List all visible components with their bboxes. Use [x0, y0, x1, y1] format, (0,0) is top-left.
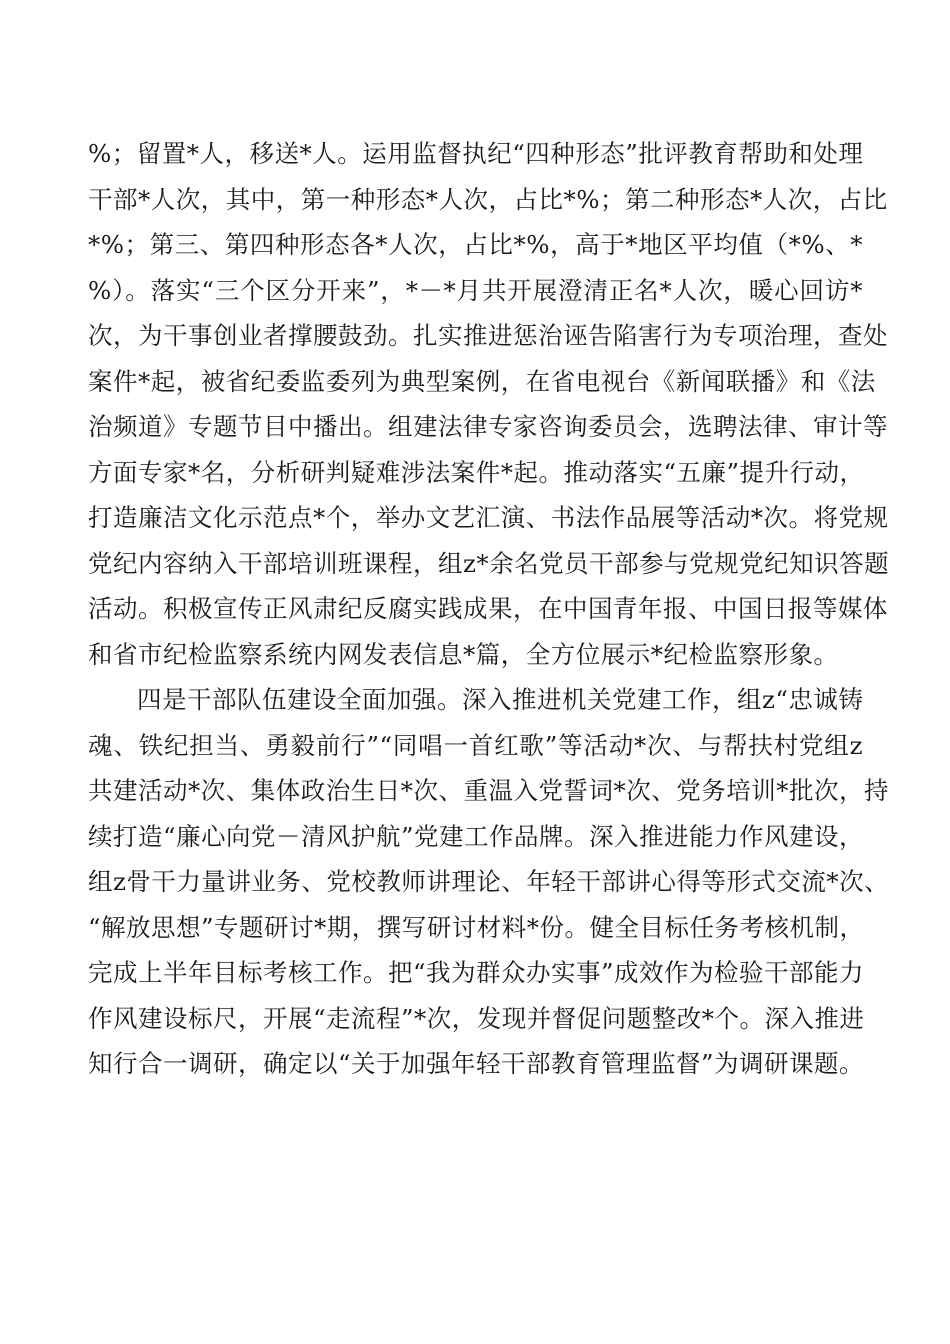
- text-line: *%；第三、第四种形态各*人次，占比*%，高于*地区平均值（*%、*: [88, 230, 863, 259]
- text-line: 打造廉洁文化示范点*个，举办文艺汇演、书法作品展等活动*次。将党规: [88, 503, 889, 532]
- document-body: [88, 131, 890, 1087]
- text-line: %）。落实“三个区分开来”，*－*月共开展澄清正名*人次，暖心回访*: [88, 275, 863, 305]
- text-line: 作风建设标尺，开展“走流程”*次，发现并督促问题整改*个。深入推进: [88, 1003, 865, 1033]
- text-line: 次，为干事创业者撑腰鼓劲。扎实推进惩治诬告陷害行为专项治理，查处: [88, 321, 888, 350]
- text-line: 完成上半年目标考核工作。把“我为群众办实事”成效作为检验干部能力: [88, 958, 865, 987]
- paragraph-discipline-results: [88, 131, 890, 677]
- text-line: 共建活动*次、集体政治生日*次、重温入党誓词*次、党务培训*批次，持: [88, 776, 889, 805]
- text-line: 和省市纪检监察系统内网发表信息*篇，全方位展示*纪检监察形象。: [88, 639, 839, 669]
- text-line: 干部*人次，其中，第一种形态*人次，占比*%；第二种形态*人次，占比: [88, 184, 888, 214]
- text-line: 知行合一调研，确定以“关于加强年轻干部教育管理监督”为调研课题。: [88, 1049, 865, 1078]
- paragraph-cadre-team-building: [88, 677, 890, 1087]
- text-line: 组z骨干力量讲业务、党校教师讲理论、年轻干部讲心得等形式交流*次、: [88, 867, 890, 896]
- text-line: 续打造“廉心向党－清风护航”党建工作品牌。深入推进能力作风建设，: [88, 821, 865, 851]
- text-line: 案件*起，被省纪委监委列为典型案例，在省电视台《新闻联播》和《法: [88, 366, 876, 396]
- text-line: 党纪内容纳入干部培训班课程，组z*余名党员干部参与党规党纪知识答题: [88, 548, 890, 578]
- text-line: 治频道》专题节目中播出。组建法律专家咨询委员会，选聘法律、审计等: [88, 412, 888, 441]
- text-line: 方面专家*名，分析研判疑难涉法案件*起。推动落实“五廉”提升行动，: [88, 457, 865, 487]
- text-line: 魂、铁纪担当、勇毅前行”“同唱一首红歌”等活动*次、与帮扶村党组z: [88, 730, 863, 760]
- text-line: 活动。积极宣传正风肃纪反腐实践成果，在中国青年报、中国日报等媒体: [88, 594, 888, 623]
- text-line: 四是干部队伍建设全面加强。深入推进机关党建工作，组z“忠诚铸: [137, 685, 864, 714]
- text-line: “解放思想”专题研讨*期，撰写研讨材料*份。健全目标任务考核机制，: [88, 912, 865, 942]
- text-line: %；留置*人，移送*人。运用监督执纪“四种形态”批评教育帮助和处理: [88, 139, 864, 168]
